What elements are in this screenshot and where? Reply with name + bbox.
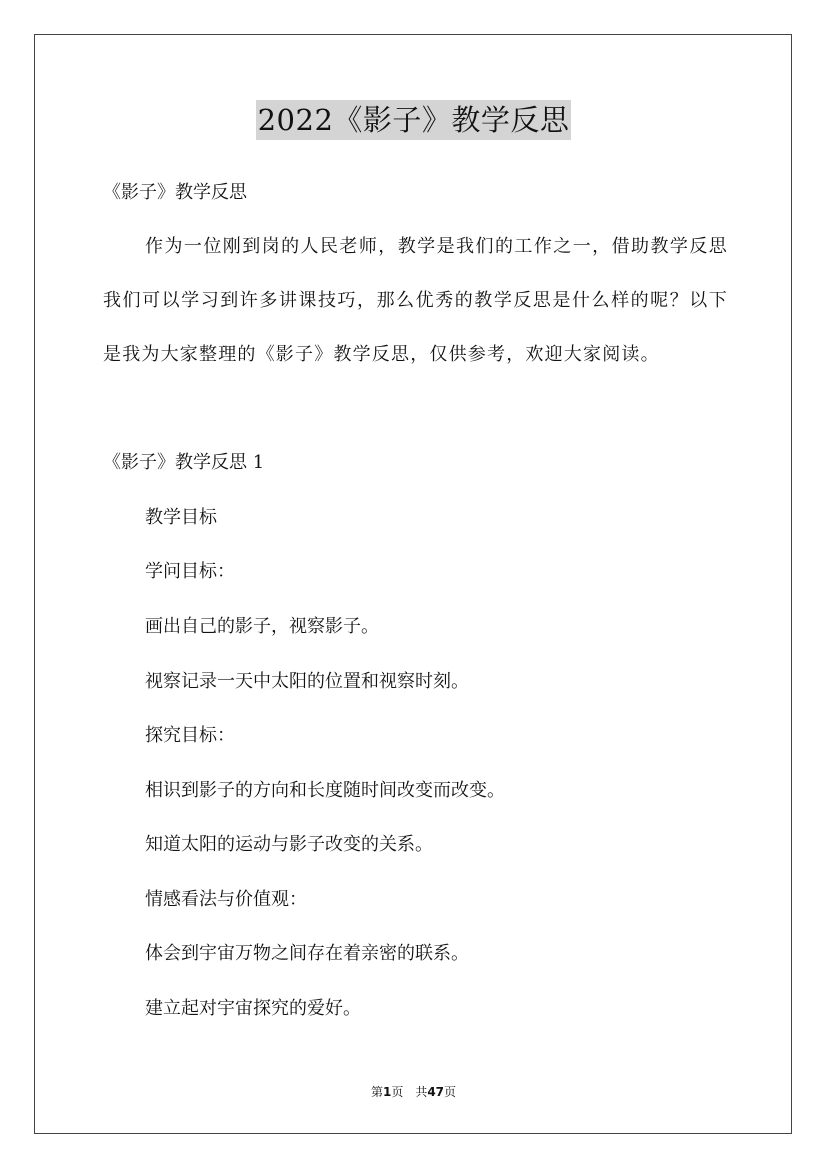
intro-paragraph: 作为一位刚到岗的人民老师，教学是我们的工作之一，借助教学反思我们可以学习到许多讲课技巧，那么优秀的教学反思是什么样的呢？以下是我为大家整理的《影子》教学反思，仅供参考，欢迎大家阅读。 xyxy=(103,236,728,365)
page-middle: 页 共 xyxy=(391,1085,428,1099)
body-line: 知道太阳的运动与影子改变的关系。 xyxy=(145,834,433,855)
body-line: 视察记录一天中太阳的位置和视察时刻。 xyxy=(145,671,469,692)
body-line: 建立起对宇宙探究的爱好。 xyxy=(145,998,361,1019)
body-line: 相识到影子的方向和长度随时间改变而改变。 xyxy=(145,780,505,801)
page-suffix: 页 xyxy=(444,1085,457,1099)
page-footer xyxy=(0,1083,827,1100)
body-line: 画出自己的影子，视察影子。 xyxy=(145,616,379,637)
body-line: 情感看法与价值观： xyxy=(145,889,307,910)
body-line: 教学目标 xyxy=(145,507,217,528)
document-title: 2022《影子》教学反思 xyxy=(256,100,572,140)
total-pages: 47 xyxy=(427,1085,445,1099)
current-page-number: 1 xyxy=(382,1085,392,1099)
body-line: 体会到宇宙万物之间存在着亲密的联系。 xyxy=(145,943,469,964)
subtitle: 《影子》教学反思 xyxy=(103,182,247,203)
title-container xyxy=(0,100,827,140)
section-heading: 《影子》教学反思 1 xyxy=(103,452,265,473)
body-line: 探究目标： xyxy=(145,725,235,746)
body-line: 学问目标： xyxy=(145,561,235,582)
page-prefix: 第 xyxy=(370,1085,383,1099)
